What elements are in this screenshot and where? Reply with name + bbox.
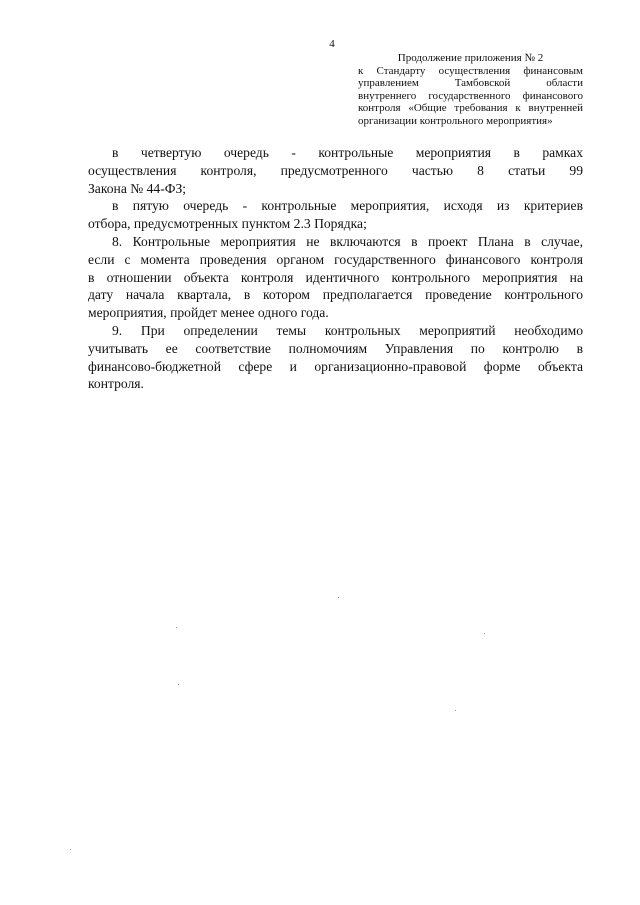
paragraph-fifth-priority xyxy=(88,197,583,233)
scan-speck xyxy=(178,684,179,685)
text-line: мероприятия, пройдет менее одного года. xyxy=(88,305,329,321)
text-line: отбора, предусмотренных пунктом 2.3 Порядка; xyxy=(88,216,367,232)
header-line: контроля «Общие требования к внутренней xyxy=(358,102,583,115)
header-line: к Стандарту осуществления финансовым xyxy=(358,64,583,77)
header-line: управлением Тамбовской области xyxy=(358,77,583,90)
scan-speck xyxy=(455,710,456,711)
header-line: организации контрольного мероприятия» xyxy=(358,114,553,127)
appendix-header xyxy=(358,52,583,128)
scan-speck xyxy=(176,627,177,628)
text-line: Закона № 44-ФЗ; xyxy=(88,180,187,196)
text-line: если с момента проведения органом государственного финансового контроля xyxy=(88,251,583,267)
text-line: дату начала квартала, в котором предполагается проведение контрольного xyxy=(88,287,583,303)
scan-speck xyxy=(484,633,485,634)
text-line: контроля. xyxy=(88,376,144,392)
paragraph-item-8 xyxy=(88,233,583,322)
text-line: в отношении объекта контроля идентичного контрольного мероприятия на xyxy=(88,269,583,285)
text-line: финансово-бюджетной сфере и организационно-правовой форме объекта xyxy=(88,358,583,374)
text-line: 8. Контрольные мероприятия не включаются в проект Плана в случае, xyxy=(112,233,583,249)
text-line: осуществления контроля, предусмотренного частью 8 статьи 99 xyxy=(88,162,583,178)
document-body xyxy=(88,144,583,393)
paragraph-fourth-priority xyxy=(88,144,583,197)
scan-speck xyxy=(338,597,339,598)
text-line: учитывать ее соответствие полномочиям Управления по контролю в xyxy=(88,340,583,356)
text-line: 9. При определении темы контрольных мероприятий необходимо xyxy=(112,322,583,338)
scan-speck xyxy=(70,849,71,850)
paragraph-item-9 xyxy=(88,322,583,393)
page-number: 4 xyxy=(329,38,335,50)
text-line: в четвертую очередь - контрольные мероприятия в рамках xyxy=(112,145,583,160)
header-line: Продолжение приложения № 2 xyxy=(397,52,544,64)
header-line: внутреннего государственного финансового xyxy=(358,89,583,102)
text-line: в пятую очередь - контрольные мероприятия, исходя из критериев xyxy=(112,198,583,214)
